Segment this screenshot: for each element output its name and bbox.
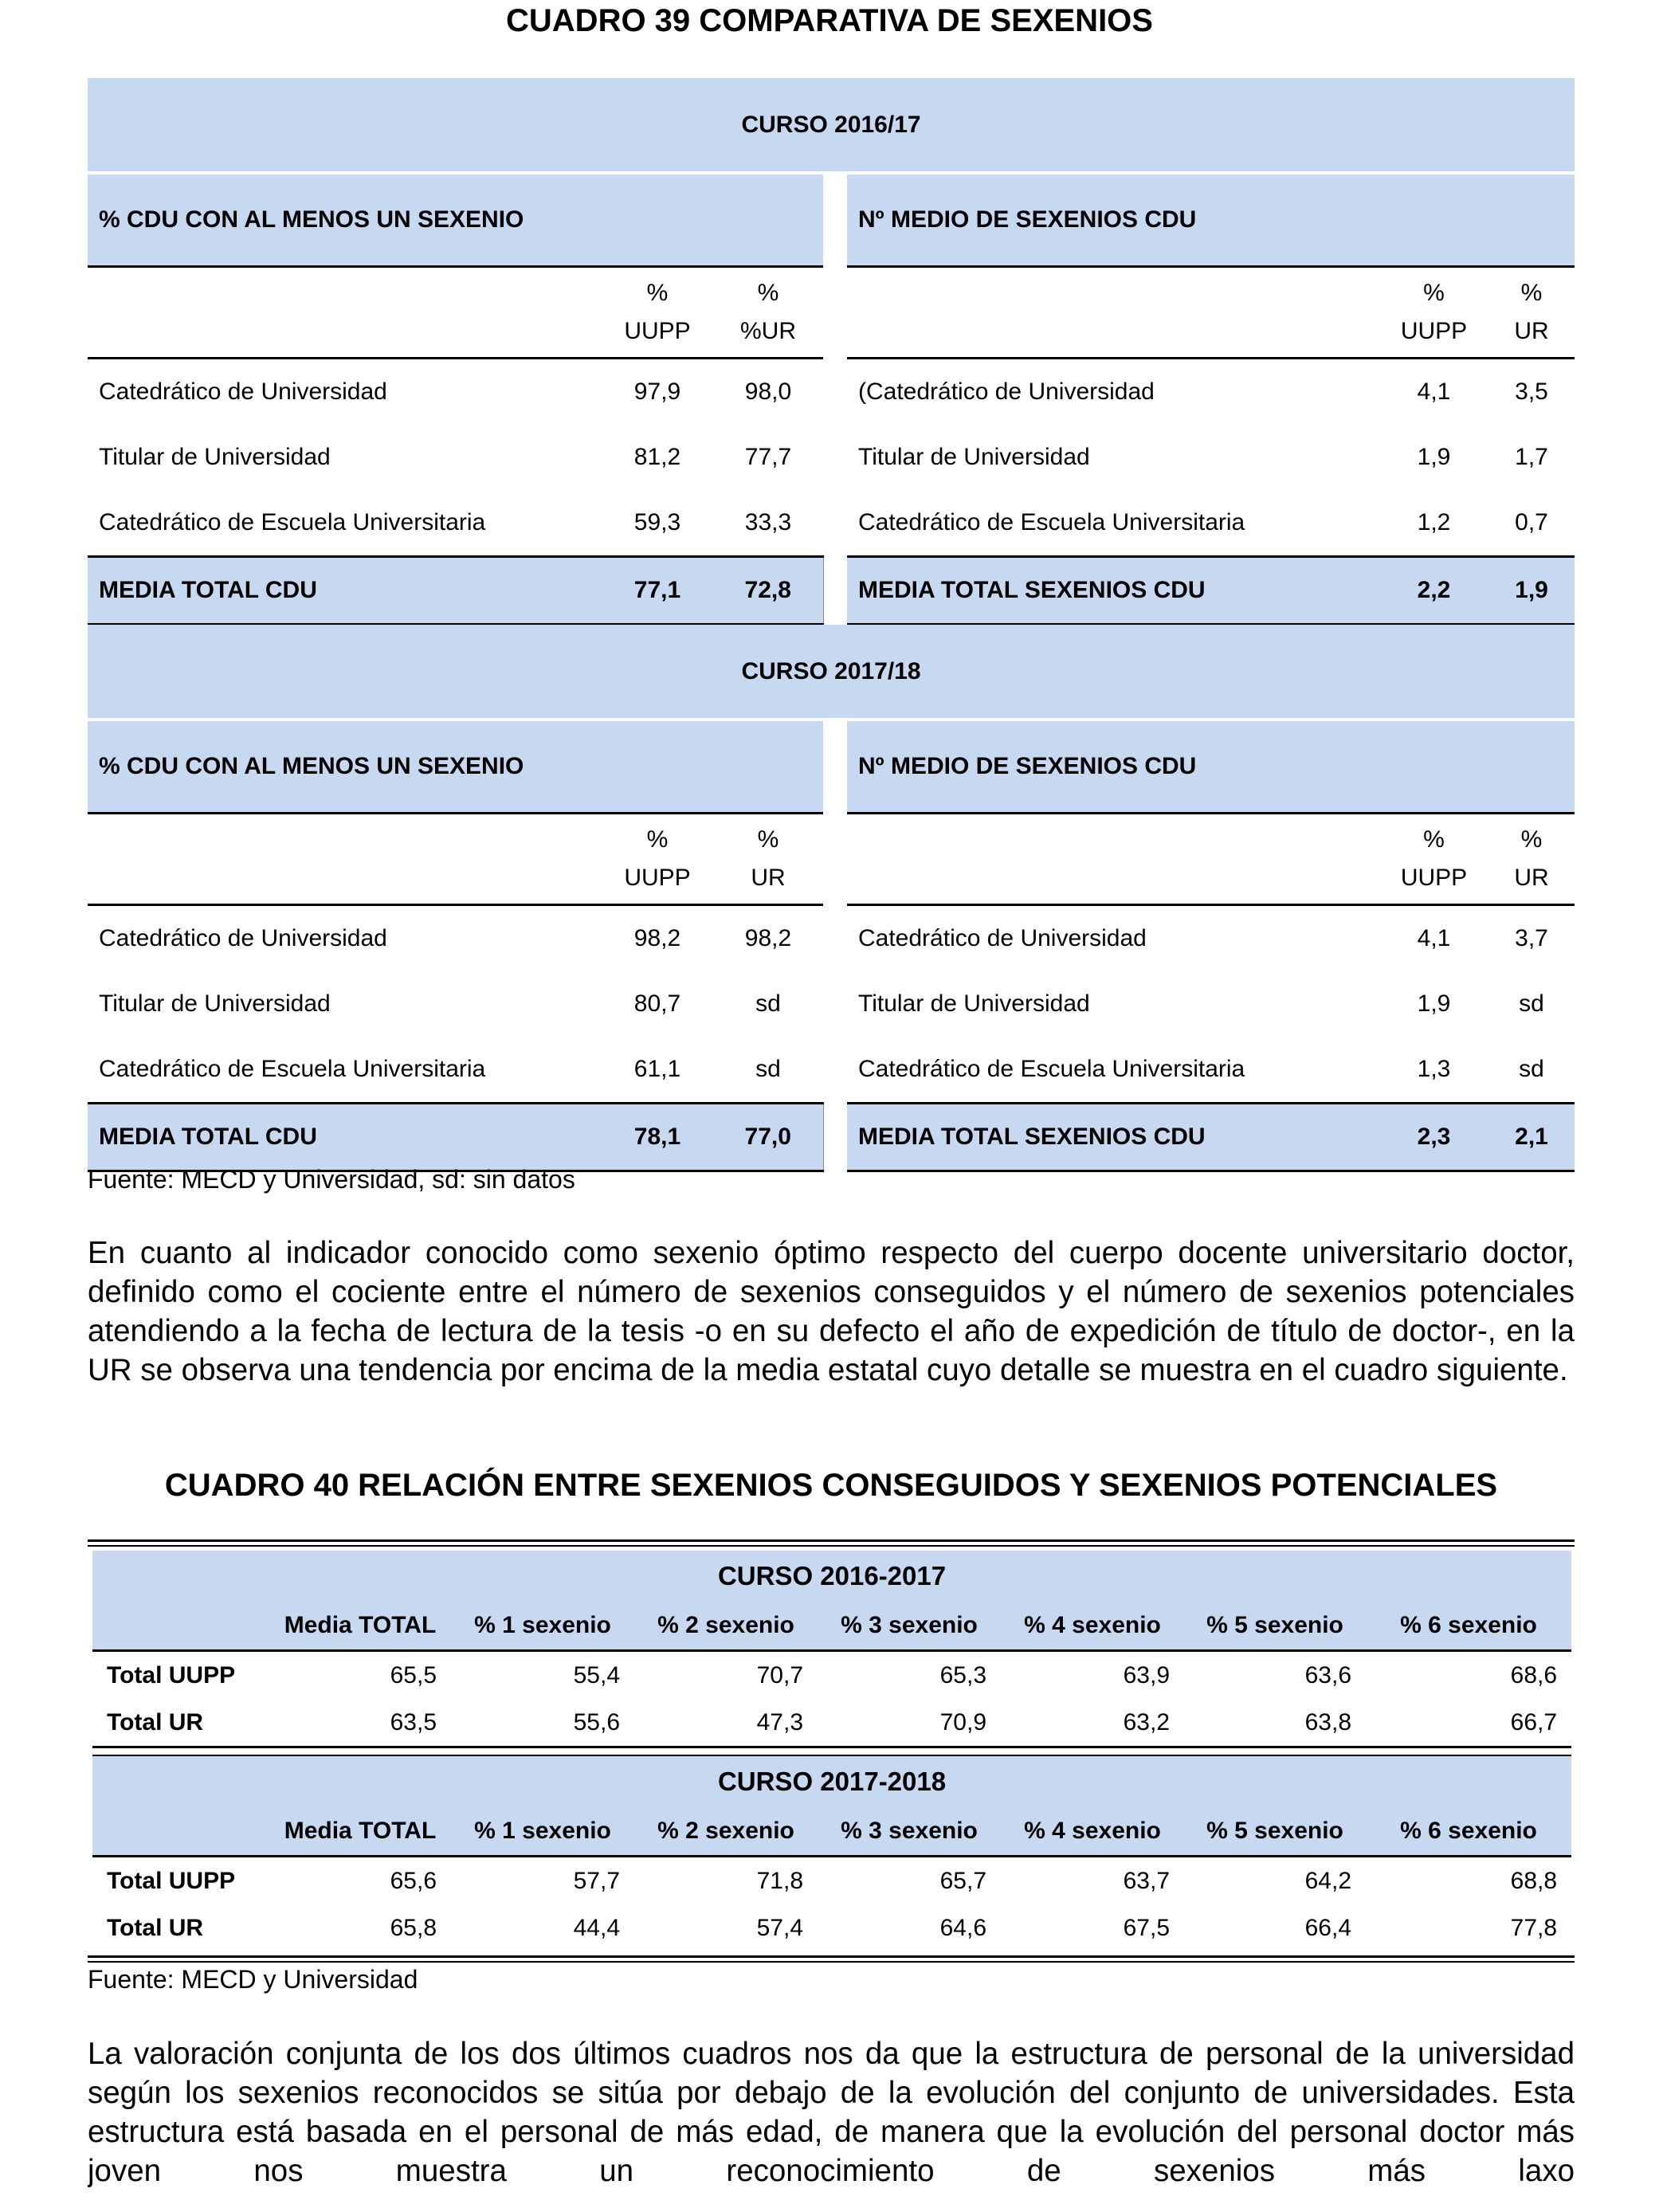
table-row: Titular de Universidad 81,2 77,7 Titular de Universidad 1,9 1,7 [88, 425, 1575, 490]
column-header-row: Media TOTAL % 1 sexenio % 2 sexenio % 3 sexenio % 4 sexenio % 5 sexenio % 6 sexenio [92, 1602, 1571, 1651]
body-paragraph: En cuanto al indicador conocido como sexenio óptimo respecto del cuerpo docente universitario doctor, definido como el cociente entre el número de sexenios conseguidos y el número de sexenios potenciales atendiendo a la fecha de lectura de la tesis -o en su defecto el año de expedición de título de doctor-, en la UR se observa una tendencia por encima de la media estatal cuyo detalle se muestra en el cuadro siguiente. [88, 1236, 1575, 1387]
curso-heading: CURSO 2017-2018 [92, 1755, 1571, 1807]
col-header-ur: % UR [1488, 267, 1575, 359]
cuadro40-title: CUADRO 40 RELACIÓN ENTRE SEXENIOS CONSEGUIDOS Y SEXENIOS POTENCIALES [164, 1468, 1498, 1503]
body-paragraph: La valoración conjunta de los dos últimos cuadros nos da que la estructura de personal de la universidad según los sexenios reconocidos se sitúa por debajo de la evolución del conjunto de universidades. Esta estructura está basada en el personal de más edad, de manera que la evolución del personal doctor más joven nos muestra un reconocimiento de sexenios más laxo [88, 2037, 1575, 2188]
cuadro39-title: CUADRO 39 COMPARATIVA DE SEXENIOS [506, 3, 1153, 38]
curso-heading: CURSO 2017/18 [88, 624, 1575, 720]
cuadro39-table [88, 78, 1575, 1172]
cuadro40-source: Fuente: MECD y Universidad [88, 1965, 418, 1994]
table-row: Titular de Universidad 80,7 sd Titular de Universidad 1,9 sd [88, 971, 1575, 1037]
table-top-rule [88, 1545, 1575, 1547]
table-row: Total UUPP 65,6 57,7 71,8 65,7 63,7 64,2 68,8 [107, 1867, 1558, 1894]
table-row: Total UUPP 65,5 55,4 70,7 65,3 63,9 63,6 68,6 [107, 1661, 1558, 1688]
total-row: MEDIA TOTAL CDU 77,1 72,8 MEDIA TOTAL SEXENIOS CDU 2,2 1,9 [88, 557, 1575, 625]
column-header-row: Media TOTAL % 1 sexenio % 2 sexenio % 3 sexenio % 4 sexenio % 5 sexenio % 6 sexenio [92, 1807, 1571, 1857]
total-row: MEDIA TOTAL CDU 78,1 77,0 MEDIA TOTAL SEXENIOS CDU 2,3 2,1 [88, 1104, 1575, 1171]
col-header-ur: % %UR [713, 267, 823, 359]
left-section-title: % CDU CON AL MENOS UN SEXENIO [88, 720, 823, 814]
left-section-title: % CDU CON AL MENOS UN SEXENIO [88, 173, 823, 267]
col-header-uupp: % UUPP [1379, 814, 1488, 905]
cuadro40-table [92, 1551, 1571, 1951]
col-header-ur: % UR [1488, 814, 1575, 905]
table-bottom-rule [88, 1955, 1575, 1958]
table-row: Catedrático de Escuela Universitaria 59,3 33,3 Catedrático de Escuela Universitaria 1,2 0,7 [88, 490, 1575, 557]
curso-heading: CURSO 2016/17 [88, 78, 1575, 173]
table-row: Catedrático de Universidad 97,9 98,0 (Catedrático de Universidad 4,1 3,5 [88, 359, 1575, 426]
table-bottom-rule [88, 1961, 1575, 1963]
right-section-title: Nº MEDIO DE SEXENIOS CDU [847, 720, 1575, 814]
col-header-uupp: % UUPP [1379, 267, 1488, 359]
table-top-rule [88, 1539, 1575, 1542]
cuadro39-source: Fuente: MECD y Universidad, sd: sin datos [88, 1165, 575, 1194]
curso-heading: CURSO 2016-2017 [92, 1551, 1571, 1602]
col-header-uupp: % UUPP [602, 814, 713, 905]
table-row: Catedrático de Universidad 98,2 98,2 Catedrático de Universidad 4,1 3,7 [88, 905, 1575, 972]
col-header-ur: % UR [713, 814, 823, 905]
table-row: Total UR 63,5 55,6 47,3 70,9 63,2 63,8 66,7 [107, 1708, 1558, 1735]
table-row: Catedrático de Escuela Universitaria 61,1 sd Catedrático de Escuela Universitaria 1,3 sd [88, 1037, 1575, 1104]
right-section-title: Nº MEDIO DE SEXENIOS CDU [847, 173, 1575, 267]
col-header-uupp: % UUPP [602, 267, 713, 359]
table-row: Total UR 65,8 44,4 57,4 64,6 67,5 66,4 77,8 [107, 1914, 1558, 1941]
